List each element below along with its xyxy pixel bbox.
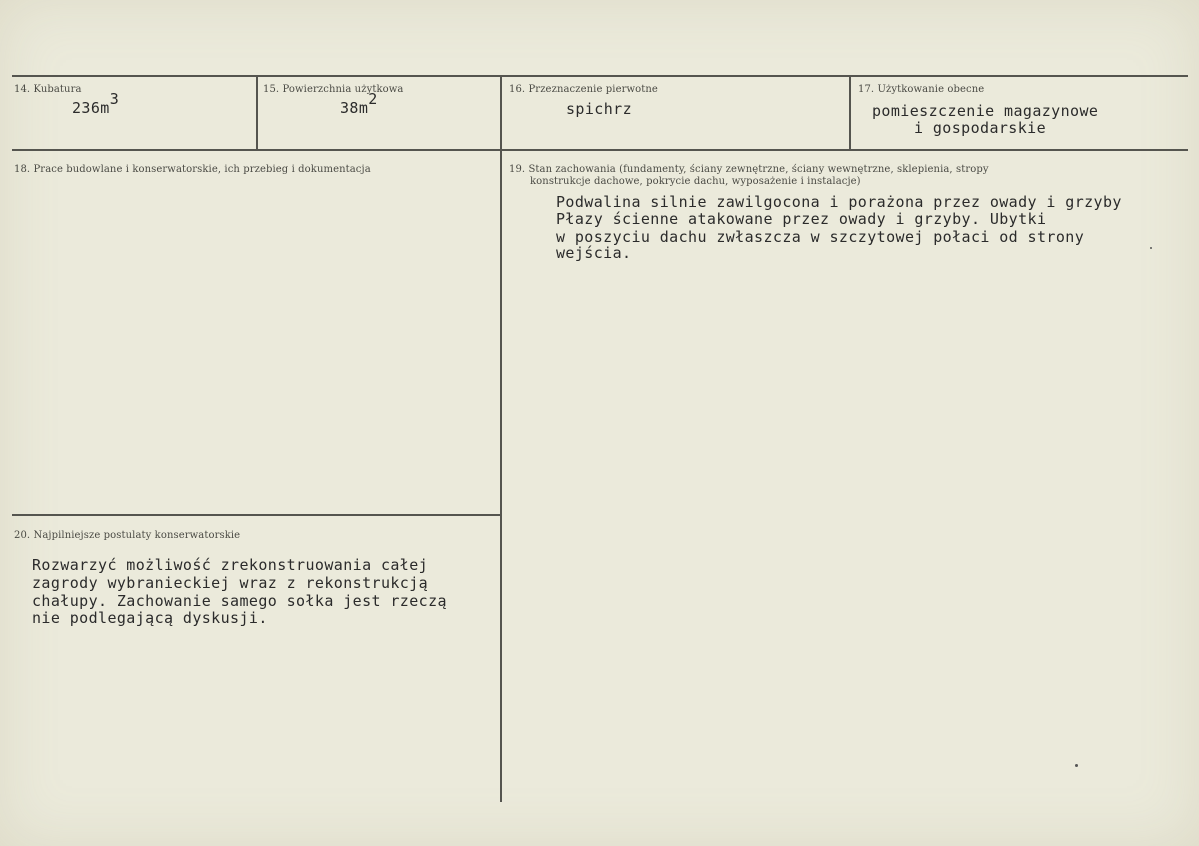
field-17-label: 17. Użytkowanie obecne	[858, 84, 985, 95]
field-15-value	[340, 90, 378, 117]
field-15-value-text: 38m	[340, 99, 369, 117]
field-19-label-line-1: 19. Stan zachowania (fundamenty, ściany zewnętrzne, ściany wewnętrzne, sklepienia, stropy	[509, 164, 989, 175]
section-20-top-rule	[12, 514, 501, 516]
field-19-text-line-4: wejścia.	[556, 244, 632, 262]
field-20-label: 20. Najpilniejsze postulaty konserwatorskie	[14, 530, 241, 541]
field-20-text-line-4: nie podlegającą dyskusji.	[32, 609, 268, 627]
field-20-text-line-2: zagrody wybranieckiej wraz z rekonstrukcją	[32, 574, 429, 592]
field-20-text-line-3: chałupy. Zachowanie samego sołka jest rzeczą	[32, 592, 447, 610]
field-19-text-line-1: Podwalina silnie zawilgocona i porażona przez owady i grzyby	[556, 193, 1122, 211]
row1-bottom-rule	[12, 149, 1188, 151]
paper-speck	[1150, 247, 1152, 249]
field-16-label: 16. Przeznaczenie pierwotne	[509, 84, 658, 95]
field-17-value-line-2: i gospodarskie	[914, 119, 1047, 137]
field-14-value-text: 236m	[72, 99, 110, 117]
field-17-value-line-1: pomieszczenie magazynowe	[872, 102, 1099, 120]
field-20-text-line-1: Rozwarzyć możliwość zrekonstruowania całej	[32, 556, 429, 574]
field-16-value: spichrz	[566, 100, 633, 118]
field-14-unit-exponent: 3	[109, 90, 120, 108]
field-19-text-line-3: w poszyciu dachu zwłaszcza w szczytowej połaci od strony	[556, 228, 1085, 246]
field-14-label: 14. Kubatura	[14, 84, 82, 95]
field-15-label: 15. Powierzchnia użytkowa	[263, 84, 404, 95]
divider-14-15	[256, 76, 258, 150]
paper-speck	[1075, 764, 1078, 767]
field-14-value	[72, 90, 120, 117]
field-19-text-line-2: Płazy ścienne atakowane przez owady i grzyby. Ubytki	[556, 210, 1047, 228]
divider-16-17	[849, 76, 851, 150]
top-rule	[12, 75, 1188, 77]
field-18-label: 18. Prace budowlane i konserwatorskie, ich przebieg i dokumentacja	[14, 164, 371, 175]
field-19-label-line-2: konstrukcje dachowe, pokrycie dachu, wyposażenie i instalacje)	[530, 176, 861, 187]
divider-main	[500, 76, 502, 802]
field-15-unit-exponent: 2	[368, 90, 378, 108]
